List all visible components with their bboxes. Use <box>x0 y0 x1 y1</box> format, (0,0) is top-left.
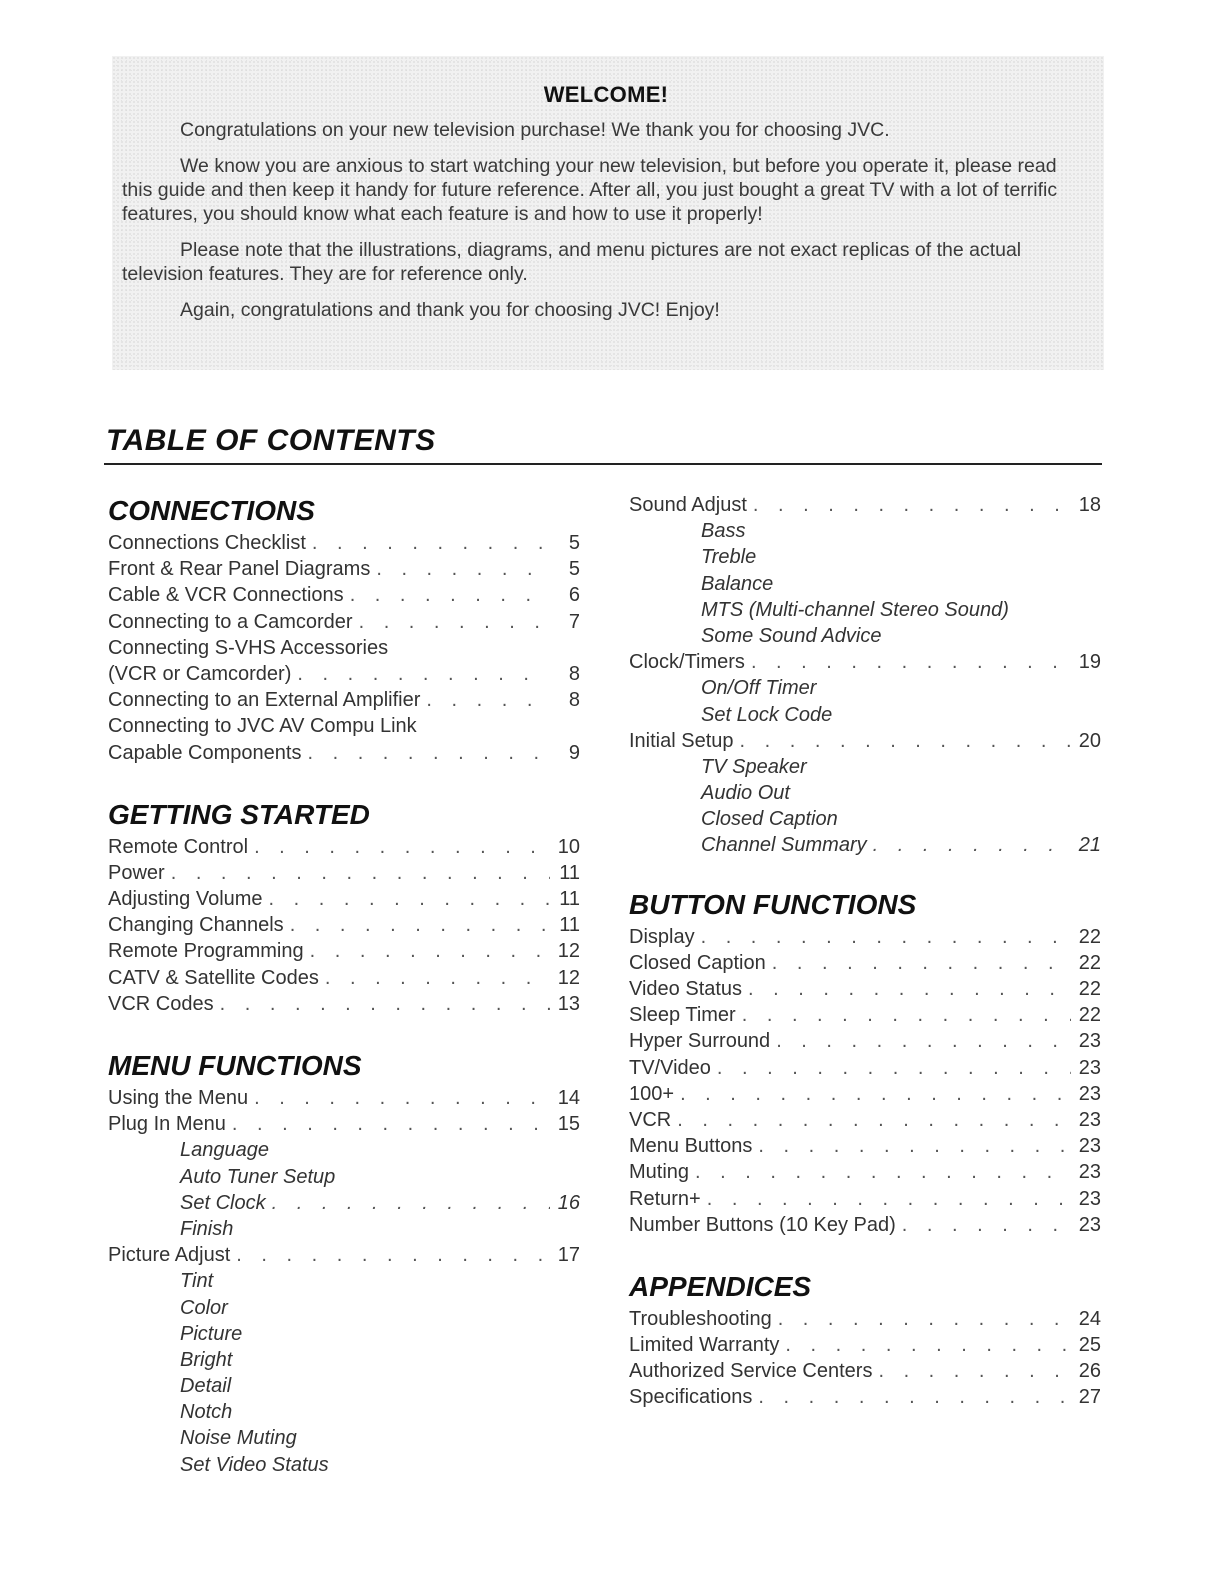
toc-right-column <box>629 492 1101 1411</box>
toc-entry-label: Language <box>180 1139 269 1162</box>
toc-entry-leader <box>290 912 550 938</box>
toc-entry-label: Bright <box>180 1348 233 1371</box>
toc-entry-label: Noise Muting <box>180 1427 297 1450</box>
toc-entry <box>629 780 1101 806</box>
toc-entry <box>629 728 1101 754</box>
toc-entry-leader <box>717 1055 1071 1081</box>
toc-entry-label: CATV & Satellite Codes <box>108 966 319 989</box>
toc-entry-label: Remote Control <box>108 835 249 858</box>
toc-entry-leader <box>695 1159 1071 1185</box>
toc-entry <box>629 1081 1101 1107</box>
toc-entry-leader <box>778 1306 1071 1332</box>
toc-entry-page: 9 <box>568 741 580 764</box>
toc-entry-label: Specifications <box>629 1386 753 1409</box>
toc-entry <box>108 1295 580 1321</box>
toc-list-getting-started <box>108 834 580 1017</box>
toc-entry-leader <box>220 991 550 1017</box>
toc-entry-label: Clock/Timers <box>629 651 745 674</box>
welcome-paragraph: We know you are anxious to start watching your new television, but before you operate it, please read this guide and then keep it handy for future reference. After all, you just bought a great TV with a lot of terrific features, you should know what each feature is and how to use it properly! <box>122 155 1058 225</box>
toc-entry-label: 100+ <box>629 1082 675 1105</box>
toc-entry <box>108 886 580 912</box>
toc-entry-leader <box>254 834 550 860</box>
toc-entry-label: Sleep Timer <box>629 1004 736 1027</box>
toc-entry-page: 15 <box>557 1113 580 1136</box>
toc-entry-label: Troubleshooting <box>629 1307 772 1330</box>
toc-entry <box>629 518 1101 544</box>
toc-entry <box>108 1425 580 1451</box>
toc-entry-page: 22 <box>1078 978 1101 1000</box>
toc-entry <box>629 544 1101 570</box>
toc-entry-leader <box>307 740 550 766</box>
toc-entry-label: Using the Menu <box>108 1087 249 1109</box>
toc-entry-leader <box>254 1085 550 1111</box>
toc-entry-page: 16 <box>557 1191 580 1214</box>
toc-entry-leader <box>740 728 1071 754</box>
toc-entry <box>108 635 580 661</box>
toc-entry-leader <box>776 1028 1071 1054</box>
toc-entry-label: Audio Out <box>701 782 790 805</box>
toc-entry-leader <box>171 860 550 886</box>
toc-entry <box>108 860 580 886</box>
toc-entry-page: 21 <box>1078 834 1101 857</box>
toc-entry <box>108 1190 580 1216</box>
toc-entry <box>108 1399 580 1425</box>
toc-entry-leader <box>680 1081 1071 1107</box>
toc-entry <box>629 1384 1101 1410</box>
section-heading-getting-started: GETTING STARTED <box>108 798 370 830</box>
toc-entry-label: Video Status <box>629 978 743 1000</box>
toc-entry-label: VCR <box>629 1108 672 1131</box>
toc-entry-page: 7 <box>568 610 580 633</box>
toc-entry <box>108 609 580 635</box>
toc-entry-label: Power <box>108 861 165 884</box>
toc-entry-label: Some Sound Advice <box>701 624 882 647</box>
toc-entry <box>108 1268 580 1294</box>
toc-entry-label: Set Lock Code <box>701 703 833 726</box>
toc-entry-leader <box>232 1111 550 1137</box>
toc-entry-label: Detail <box>180 1375 232 1398</box>
toc-entry-page: 23 <box>1078 1135 1101 1158</box>
toc-entry-leader <box>873 832 1071 858</box>
welcome-title: WELCOME! <box>543 82 669 107</box>
toc-entry-page: 11 <box>559 888 580 911</box>
toc-list-appendices <box>629 1306 1101 1411</box>
toc-entry-page: 23 <box>1078 1056 1101 1079</box>
toc-entry-label: Finish <box>180 1217 234 1240</box>
section-spacer <box>629 1238 1101 1268</box>
toc-entry-label: Notch <box>180 1401 233 1424</box>
toc-entry-page: 23 <box>1078 1213 1101 1236</box>
toc-entry <box>629 950 1101 976</box>
toc-entry <box>629 1055 1101 1081</box>
toc-entry-label: MTS (Multi-channel Stereo Sound) <box>701 598 1009 621</box>
toc-entry <box>629 1133 1101 1159</box>
toc-entry-label: Bass <box>701 520 746 543</box>
toc-title: TABLE OF CONTENTS <box>106 424 436 457</box>
toc-entry-page: 10 <box>557 835 580 858</box>
toc-entry-label: Connections Checklist <box>108 532 306 554</box>
section-heading-connections: CONNECTIONS <box>108 495 315 526</box>
toc-entry-label: Treble <box>701 546 757 569</box>
toc-entry-label: Channel Summary <box>701 834 867 857</box>
toc-entry <box>108 1216 580 1242</box>
toc-entry <box>629 1159 1101 1185</box>
toc-entry-label: Capable Components <box>108 741 302 764</box>
toc-entry-page: 23 <box>1078 1030 1101 1053</box>
toc-entry-leader <box>376 556 550 582</box>
toc-entry-leader <box>426 687 550 713</box>
toc-entry-label: Tint <box>180 1270 214 1293</box>
toc-entry-label: Hyper Surround <box>629 1030 771 1053</box>
toc-entry-label: Connecting S-VHS Accessories <box>108 636 389 659</box>
toc-entry-label: Color <box>180 1296 228 1319</box>
toc-entry <box>108 1085 580 1111</box>
toc-entry-label: Changing Channels <box>108 914 284 937</box>
toc-entry-leader <box>753 492 1071 518</box>
toc-entry-label: Initial Setup <box>629 729 734 752</box>
toc-entry-leader <box>878 1358 1071 1384</box>
toc-entry-label: Connecting to JVC AV Compu Link <box>108 715 417 738</box>
toc-entry-label: Connecting to an External Amplifier <box>108 689 421 712</box>
toc-entry <box>108 661 580 687</box>
toc-entry <box>629 1186 1101 1212</box>
toc-entry-label: Menu Buttons <box>629 1135 753 1158</box>
toc-entry-label: Auto Tuner Setup <box>180 1165 336 1188</box>
toc-entry-leader <box>350 582 550 608</box>
toc-entry-page: 5 <box>568 532 580 554</box>
toc-entry-leader <box>758 1133 1071 1159</box>
toc-entry <box>108 1111 580 1137</box>
toc-entry-page: 8 <box>568 689 580 712</box>
toc-entry-page: 24 <box>1078 1307 1101 1330</box>
toc-entry-page: 23 <box>1078 1161 1101 1184</box>
toc-entry-page: 17 <box>557 1244 580 1267</box>
toc-entry-page: 19 <box>1078 651 1101 674</box>
toc-entry-label: Remote Programming <box>108 940 304 963</box>
toc-entry <box>108 1137 580 1163</box>
toc-entry-leader <box>707 1186 1071 1212</box>
toc-entry <box>108 938 580 964</box>
section-heading-button-functions: BUTTON FUNCTIONS <box>629 888 917 920</box>
toc-entry-leader <box>748 976 1071 1002</box>
toc-entry-label: VCR Codes <box>108 992 214 1015</box>
toc-entry <box>108 1347 580 1373</box>
toc-entry <box>108 1321 580 1347</box>
toc-entry-page: 5 <box>568 558 580 581</box>
toc-entry-label: Set Video Status <box>180 1453 329 1476</box>
toc-list-menu-continued <box>629 492 1101 859</box>
section-spacer <box>108 1017 580 1047</box>
toc-entry-label: Plug In Menu <box>108 1113 226 1136</box>
toc-entry-page: 23 <box>1078 1108 1101 1131</box>
toc-entry-label: Front & Rear Panel Diagrams <box>108 558 371 581</box>
toc-entry <box>108 687 580 713</box>
toc-entry-page: 11 <box>559 914 580 937</box>
toc-entry-leader <box>902 1212 1071 1238</box>
toc-entry <box>629 754 1101 780</box>
toc-entry <box>108 713 580 739</box>
toc-list-connections <box>108 530 580 766</box>
toc-entry <box>108 912 580 938</box>
toc-entry-leader <box>310 938 550 964</box>
toc-list-button-functions <box>629 924 1101 1238</box>
toc-entry <box>108 556 580 582</box>
toc-entry-label: Closed Caption <box>701 808 838 831</box>
toc-divider <box>104 463 1102 465</box>
toc-entry-leader <box>758 1384 1071 1410</box>
toc-entry-label: TV Speaker <box>701 755 807 778</box>
toc-entry-page: 22 <box>1078 951 1101 974</box>
toc-entry-page: 23 <box>1078 1082 1101 1105</box>
toc-entry-leader <box>785 1332 1071 1358</box>
toc-entry <box>629 1212 1101 1238</box>
toc-entry-leader <box>359 609 550 635</box>
toc-entry-page: 27 <box>1078 1386 1101 1409</box>
toc-entry <box>108 991 580 1017</box>
toc-list-menu-functions <box>108 1085 580 1478</box>
toc-entry <box>629 675 1101 701</box>
toc-entry-label: Sound Adjust <box>629 494 747 516</box>
welcome-paragraph: Congratulations on your new television purchase! We thank you for choosing JVC. <box>180 119 890 141</box>
toc-entry-page: 12 <box>557 940 580 963</box>
toc-entry-page: 14 <box>557 1087 580 1109</box>
toc-entry-leader <box>325 965 550 991</box>
toc-entry-leader <box>751 649 1071 675</box>
section-heading-appendices: APPENDICES <box>629 1270 812 1302</box>
toc-entry-label: Closed Caption <box>629 951 766 974</box>
toc-entry-page: 13 <box>557 992 580 1015</box>
toc-entry-leader <box>269 886 550 912</box>
toc-entry <box>629 492 1101 518</box>
toc-left-column <box>108 492 580 1478</box>
toc-entry-label: On/Off Timer <box>701 677 817 700</box>
toc-entry <box>629 1107 1101 1133</box>
toc-entry-label: Return+ <box>629 1187 701 1210</box>
toc-entry-leader <box>272 1190 550 1216</box>
toc-entry <box>629 1002 1101 1028</box>
toc-entry-leader <box>312 530 550 556</box>
toc-entry-label: Limited Warranty <box>629 1334 780 1357</box>
toc-entry-page: 6 <box>568 584 580 607</box>
toc-entry <box>629 1358 1101 1384</box>
toc-entry <box>108 582 580 608</box>
toc-entry-page: 12 <box>557 966 580 989</box>
toc-entry <box>629 571 1101 597</box>
toc-entry <box>629 623 1101 649</box>
toc-entry-leader <box>677 1107 1071 1133</box>
toc-entry-leader <box>297 661 550 687</box>
toc-entry <box>108 530 580 556</box>
toc-entry <box>629 924 1101 950</box>
toc-entry-leader <box>772 950 1071 976</box>
toc-entry-label: Picture Adjust <box>108 1244 231 1267</box>
toc-entry-label: Display <box>629 925 695 948</box>
toc-entry <box>629 702 1101 728</box>
toc-entry-page: 22 <box>1078 1004 1101 1027</box>
section-spacer <box>629 859 1101 886</box>
toc-entry-page: 25 <box>1078 1334 1101 1357</box>
toc-entry-leader <box>236 1242 550 1268</box>
toc-entry-label: Set Clock <box>180 1191 266 1214</box>
toc-entry-label: Muting <box>629 1161 690 1184</box>
toc-entry-label: Adjusting Volume <box>108 888 263 911</box>
toc-entry-leader <box>742 1002 1071 1028</box>
toc-entry-page: 8 <box>568 662 580 685</box>
toc-entry-page: 18 <box>1078 494 1101 516</box>
welcome-paragraph: Again, congratulations and thank you for choosing JVC! Enjoy! <box>180 299 720 321</box>
welcome-box <box>112 56 1104 370</box>
toc-entry-page: 26 <box>1078 1360 1101 1383</box>
toc-entry <box>108 1373 580 1399</box>
toc-entry-label: TV/Video <box>629 1056 711 1079</box>
toc-entry-label: Number Buttons (10 Key Pad) <box>629 1213 896 1236</box>
toc-entry-page: 20 <box>1078 729 1101 752</box>
toc-entry-label: Balance <box>701 572 774 595</box>
toc-entry-label: Picture <box>180 1322 243 1345</box>
toc-entry <box>108 965 580 991</box>
toc-entry <box>629 1306 1101 1332</box>
toc-entry-label: Cable & VCR Connections <box>108 584 344 607</box>
toc-entry <box>108 740 580 766</box>
toc-entry <box>629 806 1101 832</box>
section-spacer <box>108 766 580 796</box>
toc-entry-page: 23 <box>1078 1187 1101 1210</box>
toc-entry <box>108 1164 580 1190</box>
toc-entry <box>629 832 1101 858</box>
welcome-paragraph: Please note that the illustrations, diagrams, and menu pictures are not exact replicas of the actual television features. They are for reference only. <box>122 239 1022 285</box>
toc-entry-leader <box>701 924 1071 950</box>
toc-entry <box>108 1242 580 1268</box>
toc-entry-label: Connecting to a Camcorder <box>108 610 353 633</box>
toc-entry-page: 11 <box>559 861 580 884</box>
toc-entry <box>629 976 1101 1002</box>
toc-entry <box>629 1028 1101 1054</box>
toc-entry <box>108 1452 580 1478</box>
toc-entry <box>108 834 580 860</box>
toc-entry-label: (VCR or Camcorder) <box>108 662 292 685</box>
toc-entry-label: Authorized Service Centers <box>629 1360 873 1383</box>
section-heading-menu-functions: MENU FUNCTIONS <box>108 1050 362 1081</box>
toc-entry-page: 22 <box>1078 925 1101 948</box>
toc-entry <box>629 649 1101 675</box>
toc-entry <box>629 1332 1101 1358</box>
toc-entry <box>629 597 1101 623</box>
